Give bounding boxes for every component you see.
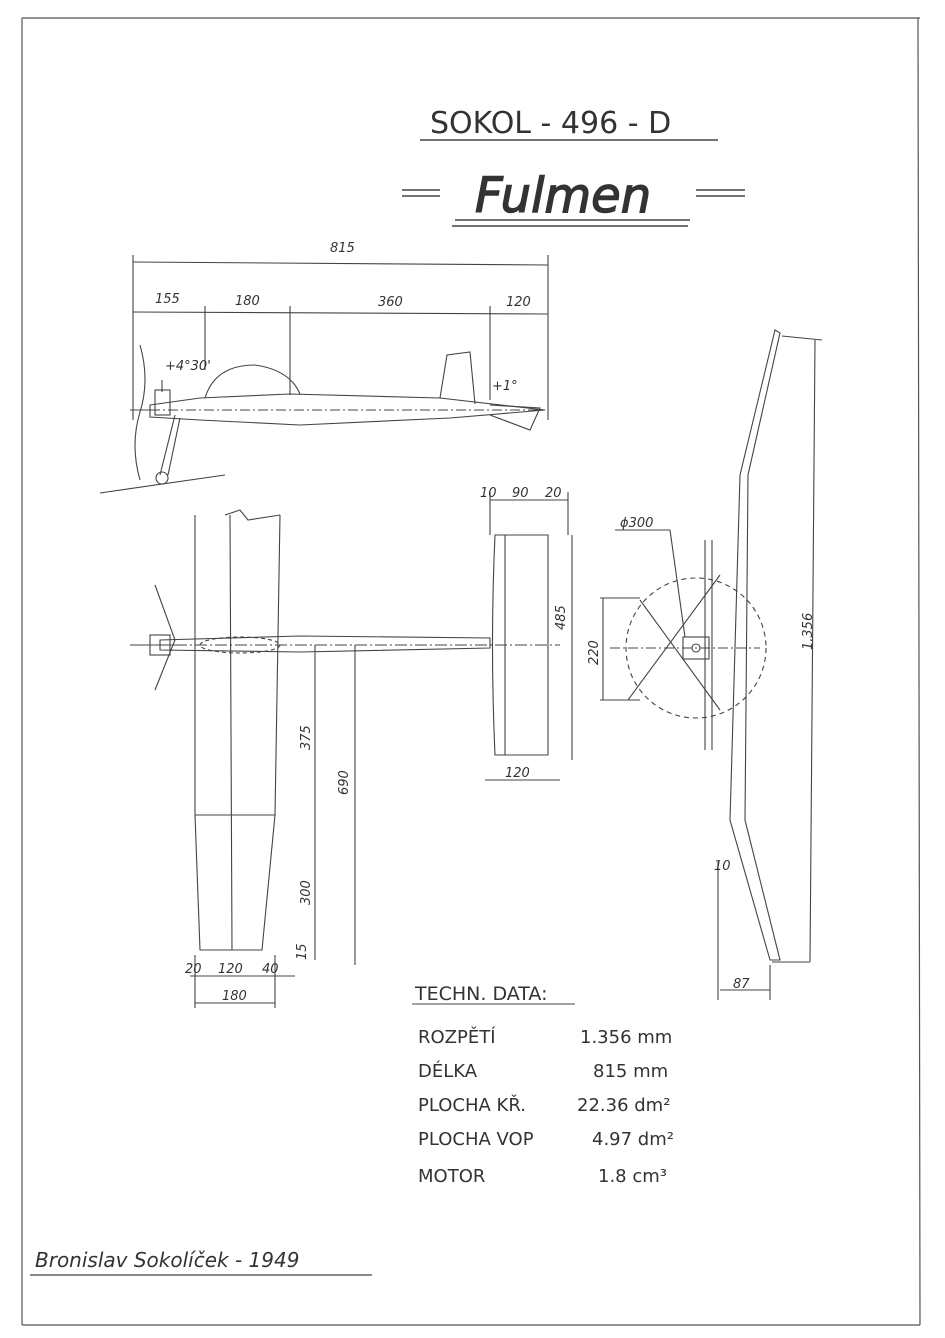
tech-row-value: 1.8 cm³: [598, 1166, 667, 1187]
tech-row-value: 815 mm: [593, 1061, 669, 1082]
prop-diameter-label: ɸ300: [620, 516, 654, 531]
tech-row-label: DÉLKA: [418, 1061, 478, 1082]
half-span-label: 690: [337, 770, 352, 795]
inner-panel-label: 375: [299, 725, 314, 750]
wing-incidence-label: +4°30': [165, 359, 211, 374]
sheet-border-right: [918, 18, 920, 1325]
tech-row-value: 22.36 dm²: [577, 1095, 671, 1116]
stab-root-chord-label: 120: [505, 766, 530, 781]
stab-chord-3: 20: [545, 486, 562, 501]
stab-chord-1: 10: [480, 486, 497, 501]
root-chord-total: 180: [222, 989, 247, 1004]
root-chord-3: 40: [262, 962, 279, 977]
tip-height-label: 87: [733, 977, 750, 992]
segment-label-4: 120: [506, 295, 531, 310]
segment-label-3: 360: [378, 295, 403, 310]
tech-row-label: ROZPĚTÍ: [418, 1027, 496, 1048]
tech-row-value: 1.356 mm: [580, 1027, 673, 1048]
author-signature: Bronislav Sokolíček - 1949: [35, 1248, 300, 1272]
tech-data-heading: TECHN. DATA:: [415, 983, 548, 1005]
overall-length-label: 815: [330, 241, 355, 256]
stab-chord-2: 90: [512, 486, 529, 501]
segment-label-2: 180: [235, 294, 260, 309]
side-view: [100, 255, 548, 493]
stab-span-label: 485: [554, 605, 569, 630]
front-view: [600, 330, 822, 1000]
model-name: Fulmen: [475, 168, 652, 224]
root-chord-2: 120: [218, 962, 243, 977]
model-title: SOKOL - 496 - D: [430, 106, 672, 141]
top-view: [130, 492, 572, 1008]
stab-incidence-label: +1°: [492, 379, 518, 394]
tech-row-label: PLOCHA VOP: [418, 1129, 534, 1150]
tip-label: 15: [295, 943, 310, 960]
dihedral-step-label: 10: [714, 859, 731, 874]
tech-row-label: MOTOR: [418, 1166, 486, 1187]
segment-label-1: 155: [155, 292, 180, 307]
span-label: 1.356: [801, 612, 816, 650]
outer-panel-label: 300: [299, 880, 314, 905]
root-chord-1: 20: [185, 962, 202, 977]
prop-offset-label: 220: [587, 640, 602, 665]
tech-row-value: 4.97 dm²: [592, 1129, 674, 1150]
tech-row-label: PLOCHA KŘ.: [418, 1095, 526, 1116]
